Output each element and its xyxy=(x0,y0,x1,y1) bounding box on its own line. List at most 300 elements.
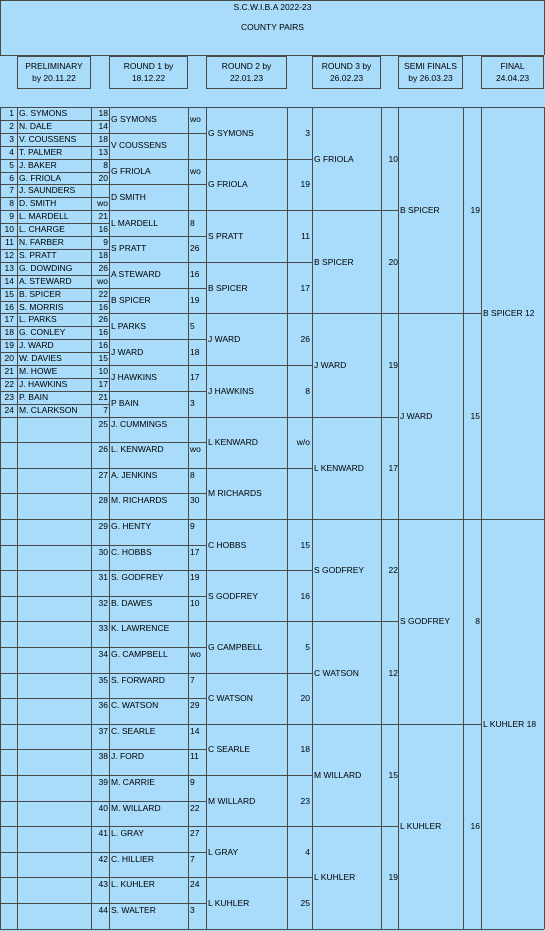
round1-score: 3 xyxy=(190,398,195,409)
prelim-score: 17 xyxy=(98,378,108,389)
round1-score: 11 xyxy=(190,751,199,762)
round1-name: L. KUHLER xyxy=(111,879,155,890)
grid-line-horizontal xyxy=(206,365,312,366)
round2-score: 11 xyxy=(301,231,310,241)
round1-name: D SMITH xyxy=(111,191,146,202)
round1-score: 19 xyxy=(190,295,200,306)
semi-score: 19 xyxy=(470,205,480,216)
grid-line-horizontal xyxy=(17,673,91,674)
round1-name: G. HENTY xyxy=(111,521,152,531)
round3-name: L KUHLER xyxy=(314,872,356,883)
prelim-name: J. WARD xyxy=(19,340,54,351)
grid-line-horizontal xyxy=(17,621,91,622)
grid-line-horizontal xyxy=(17,877,91,878)
prelim-name: G. CONLEY xyxy=(19,327,66,338)
grid-line-horizontal xyxy=(0,698,17,699)
grid-line-horizontal xyxy=(109,391,206,392)
prelim-seed: 6 xyxy=(9,172,14,183)
round1-seed: 44 xyxy=(98,905,108,915)
round1-score: 26 xyxy=(190,243,200,254)
grid-line-horizontal xyxy=(109,339,206,340)
round1-score: wo xyxy=(190,166,201,177)
round1-name: C. SEARLE xyxy=(111,725,156,736)
round1-name: M. CARRIE xyxy=(111,777,155,787)
round3-score: 20 xyxy=(388,256,398,267)
prelim-seed: 21 xyxy=(4,366,14,376)
grid-line-horizontal xyxy=(398,929,481,930)
round1-seed: 26 xyxy=(98,444,108,455)
grid-line-horizontal xyxy=(109,159,206,160)
grid-line-horizontal xyxy=(0,647,17,648)
prelim-name: J. BAKER xyxy=(19,159,57,170)
prelim-name: J. HAWKINS xyxy=(19,378,68,389)
prelim-seed: 16 xyxy=(4,301,14,312)
prelim-score: 9 xyxy=(103,237,108,247)
prelim-score: 16 xyxy=(98,340,108,351)
round1-name: J. CUMMINGS xyxy=(111,418,168,429)
prelim-name: V. COUSSENS xyxy=(19,133,77,144)
grid-line-vertical xyxy=(481,107,482,929)
header-round2-line1: ROUND 2 by xyxy=(221,61,272,71)
grid-line-horizontal xyxy=(206,673,312,674)
round2-name: L KUHLER xyxy=(208,898,250,908)
grid-line-horizontal xyxy=(0,596,17,597)
grid-line-horizontal xyxy=(312,417,398,418)
prelim-seed: 19 xyxy=(4,340,14,351)
header-preliminary xyxy=(17,56,91,89)
prelim-name: A. STEWARD xyxy=(19,275,72,286)
round1-seed: 36 xyxy=(98,700,108,711)
grid-line-horizontal xyxy=(0,468,17,469)
round1-seed: 27 xyxy=(98,469,108,480)
round1-seed: 35 xyxy=(98,674,108,685)
semi-score: 15 xyxy=(470,411,480,422)
grid-line-vertical xyxy=(0,0,1,55)
round1-name: G. CAMPBELL xyxy=(111,649,168,659)
grid-line-horizontal xyxy=(109,288,206,289)
round3-score: 17 xyxy=(388,462,398,473)
header-semifinals-line1: SEMI FINALS xyxy=(404,61,457,71)
grid-line-horizontal xyxy=(0,801,17,802)
prelim-name: G. FRIOLA xyxy=(19,172,62,183)
round2-name: G SYMONS xyxy=(208,127,254,138)
grid-line-vertical xyxy=(188,107,189,929)
grid-line-horizontal xyxy=(206,826,312,827)
header-final-line2: 24.04.23 xyxy=(495,73,530,83)
grid-line-horizontal xyxy=(17,775,91,776)
grid-line-horizontal xyxy=(206,313,312,314)
round2-score: 4 xyxy=(305,846,310,857)
round1-name: A STEWARD xyxy=(111,269,161,280)
round1-seed: 39 xyxy=(98,777,108,787)
grid-line-horizontal xyxy=(398,724,481,725)
round2-name: C HOBBS xyxy=(208,539,247,550)
grid-line-horizontal xyxy=(109,365,206,366)
round2-name: C WATSON xyxy=(208,693,253,704)
prelim-name: N. DALE xyxy=(19,120,53,131)
grid-line-horizontal xyxy=(17,570,91,571)
round1-score: 29 xyxy=(190,700,200,711)
grid-line-horizontal xyxy=(312,621,398,622)
grid-line-horizontal xyxy=(206,929,312,930)
grid-line-horizontal xyxy=(109,133,206,134)
prelim-seed: 10 xyxy=(4,224,14,235)
round1-score: 9 xyxy=(190,521,195,531)
round2-name: L KENWARD xyxy=(208,437,258,448)
prelim-seed: 14 xyxy=(4,275,14,286)
prelim-score: 7 xyxy=(103,404,108,415)
round1-seed: 29 xyxy=(98,521,108,531)
semi-score: 16 xyxy=(470,821,480,832)
round3-score: 12 xyxy=(388,667,398,678)
round1-name: M. RICHARDS xyxy=(111,495,168,506)
round3-name: M WILLARD xyxy=(314,770,362,780)
header-round1-line1: ROUND 1 by xyxy=(123,61,174,71)
semi-name: S GODFREY xyxy=(400,616,451,627)
round2-name: G FRIOLA xyxy=(208,179,248,190)
round3-name: J WARD xyxy=(314,360,347,370)
grid-line-horizontal xyxy=(17,698,91,699)
grid-line-horizontal xyxy=(0,673,17,674)
grid-line-vertical xyxy=(206,107,207,929)
round1-seed: 43 xyxy=(98,879,108,890)
grid-line-horizontal xyxy=(17,468,91,469)
round1-score: 7 xyxy=(190,674,195,685)
round1-name: S PRATT xyxy=(111,243,147,254)
grid-line-horizontal xyxy=(0,493,17,494)
prelim-seed: 7 xyxy=(9,185,14,196)
round1-name: J WARD xyxy=(111,346,144,357)
round1-name: G FRIOLA xyxy=(111,166,151,177)
round1-name: J HAWKINS xyxy=(111,372,157,383)
round1-score: 17 xyxy=(190,372,200,383)
round1-name: C. WATSON xyxy=(111,700,159,711)
round1-name: L MARDELL xyxy=(111,217,158,228)
round2-score: 19 xyxy=(300,179,310,190)
prelim-seed: 9 xyxy=(9,211,14,222)
round1-score: 27 xyxy=(190,828,200,839)
grid-line-horizontal xyxy=(91,929,206,930)
header-round1-line2: 18.12.22 xyxy=(131,73,166,83)
prelim-score: 8 xyxy=(103,159,108,170)
prelim-seed: 5 xyxy=(9,159,14,170)
grid-line-horizontal xyxy=(0,929,17,930)
prelim-score: 16 xyxy=(98,327,108,338)
prelim-name: L. MARDELL xyxy=(19,211,69,222)
round1-name: P BAIN xyxy=(111,398,139,409)
round1-score: 16 xyxy=(190,269,200,280)
round3-score: 19 xyxy=(388,872,398,883)
grid-line-horizontal xyxy=(17,903,91,904)
prelim-score: wo xyxy=(97,275,108,286)
grid-line-horizontal xyxy=(17,801,91,802)
round1-score: wo xyxy=(190,649,201,659)
round2-name: J WARD xyxy=(208,334,241,345)
prelim-seed: 13 xyxy=(4,262,14,273)
round2-score: 18 xyxy=(300,744,310,755)
grid-line-horizontal xyxy=(0,442,17,443)
round1-name: S. FORWARD xyxy=(111,674,165,685)
grid-line-horizontal xyxy=(398,313,481,314)
round1-score: 8 xyxy=(190,217,195,228)
round2-score: 8 xyxy=(305,385,310,396)
round2-score: 25 xyxy=(300,898,310,908)
prelim-seed: 3 xyxy=(9,133,14,144)
header-round1 xyxy=(109,56,188,89)
grid-line-horizontal xyxy=(109,184,206,185)
grid-line-horizontal xyxy=(0,55,544,56)
round1-score: 8 xyxy=(190,469,195,480)
grid-line-horizontal xyxy=(312,313,398,314)
grid-line-horizontal xyxy=(17,442,91,443)
round3-name: S GODFREY xyxy=(314,565,365,576)
round1-seed: 41 xyxy=(98,828,108,839)
prelim-name: B. SPICER xyxy=(19,288,62,299)
prelim-score: 22 xyxy=(98,288,108,299)
grid-line-horizontal xyxy=(17,852,91,853)
round2-name: B SPICER xyxy=(208,282,248,293)
round1-seed: 28 xyxy=(98,495,108,506)
round1-name: J. FORD xyxy=(111,751,145,762)
header-final-line1: FINAL xyxy=(500,61,525,71)
round1-name: C. HILLIER xyxy=(111,853,154,864)
grid-line-horizontal xyxy=(109,210,206,211)
prelim-name: D. SMITH xyxy=(19,198,57,209)
grid-line-horizontal xyxy=(206,468,312,469)
grid-line-vertical xyxy=(381,107,382,929)
round2-score: 15 xyxy=(300,539,310,550)
round2-score: 23 xyxy=(300,795,310,806)
grid-line-horizontal xyxy=(206,775,312,776)
grid-line-horizontal xyxy=(206,417,312,418)
grid-line-horizontal xyxy=(0,775,17,776)
round3-name: C WATSON xyxy=(314,667,359,678)
prelim-score: 18 xyxy=(98,108,108,118)
grid-line-horizontal xyxy=(0,749,17,750)
round1-seed: 31 xyxy=(98,572,108,583)
round2-score: w/o xyxy=(296,437,310,448)
grid-line-horizontal xyxy=(0,545,17,546)
sheet-title: S.C.W.I.B.A 2022-23 xyxy=(233,2,312,12)
grid-line-horizontal xyxy=(312,929,398,930)
round1-name: A. JENKINS xyxy=(111,469,158,480)
round1-score: 9 xyxy=(190,777,195,787)
header-final xyxy=(481,56,544,89)
grid-line-horizontal xyxy=(206,621,312,622)
prelim-seed: 24 xyxy=(4,404,14,415)
prelim-name: L. CHARGE xyxy=(19,224,65,235)
grid-line-horizontal xyxy=(206,519,312,520)
prelim-score: 26 xyxy=(98,262,108,273)
round3-score: 19 xyxy=(388,360,398,370)
round1-name: B. DAWES xyxy=(111,597,153,608)
round1-name: M. WILLARD xyxy=(111,802,161,813)
grid-line-vertical xyxy=(398,107,399,929)
grid-line-horizontal xyxy=(0,903,17,904)
round3-name: L KENWARD xyxy=(314,462,364,473)
round2-name: S GODFREY xyxy=(208,590,259,601)
round2-score: 5 xyxy=(305,642,310,652)
round2-name: G CAMPBELL xyxy=(208,642,263,652)
header-preliminary-line2: by 20.11.22 xyxy=(32,73,76,83)
grid-line-vertical xyxy=(463,107,464,929)
grid-line-horizontal xyxy=(0,724,17,725)
prelim-name: N. FARBER xyxy=(19,237,64,247)
grid-line-horizontal xyxy=(312,210,398,211)
prelim-name: W. DAVIES xyxy=(19,353,62,364)
prelim-seed: 1 xyxy=(9,108,14,118)
grid-line-vertical xyxy=(17,107,18,929)
header-semifinals-line2: by 26.03.23 xyxy=(408,73,453,83)
round1-score: 10 xyxy=(190,597,200,608)
round2-name: J HAWKINS xyxy=(208,385,254,396)
prelim-name: S. PRATT xyxy=(19,249,57,260)
grid-line-horizontal xyxy=(206,724,312,725)
grid-line-horizontal xyxy=(206,159,312,160)
grid-line-horizontal xyxy=(17,826,91,827)
prelim-seed: 23 xyxy=(4,391,14,402)
round1-seed: 40 xyxy=(98,802,108,813)
grid-line-horizontal xyxy=(398,519,481,520)
grid-line-vertical xyxy=(109,107,110,929)
round1-seed: 30 xyxy=(98,546,108,557)
semi-score: 8 xyxy=(475,616,480,627)
grid-line-horizontal xyxy=(17,596,91,597)
round1-seed: 37 xyxy=(98,725,108,736)
prelim-score: 21 xyxy=(98,211,108,222)
round1-seed: 32 xyxy=(98,597,108,608)
prelim-score: 15 xyxy=(98,353,108,364)
prelim-name: M. CLARKSON xyxy=(19,404,78,415)
grid-line-horizontal xyxy=(312,724,398,725)
round3-score: 10 xyxy=(388,153,398,164)
round3-score: 22 xyxy=(388,565,398,576)
round1-name: G SYMONS xyxy=(111,114,157,125)
round1-score: 5 xyxy=(190,320,195,331)
round1-name: L PARKS xyxy=(111,320,146,331)
grid-line-horizontal xyxy=(206,877,312,878)
prelim-score: wo xyxy=(97,198,108,209)
grid-line-horizontal xyxy=(0,570,17,571)
round3-name: B SPICER xyxy=(314,256,354,267)
round1-name: V COUSSENS xyxy=(111,140,167,151)
header-semifinals xyxy=(398,56,463,89)
round2-score: 26 xyxy=(300,334,310,345)
grid-line-horizontal xyxy=(312,826,398,827)
prelim-name: T. PALMER xyxy=(19,146,63,157)
round1-score: 18 xyxy=(190,346,200,357)
round1-seed: 25 xyxy=(98,418,108,429)
prelim-score: 18 xyxy=(98,249,108,260)
header-round2-line2: 22.01.23 xyxy=(229,73,264,83)
prelim-name: L. PARKS xyxy=(19,314,57,325)
grid-line-horizontal xyxy=(312,519,398,520)
round1-score: 30 xyxy=(190,495,200,506)
round2-score: 17 xyxy=(300,282,310,293)
grid-line-horizontal xyxy=(0,877,17,878)
grid-line-horizontal xyxy=(17,929,91,930)
grid-line-horizontal xyxy=(17,749,91,750)
prelim-seed: 18 xyxy=(4,327,14,338)
header-round3 xyxy=(312,56,381,89)
grid-line-horizontal xyxy=(17,493,91,494)
grid-line-horizontal xyxy=(206,210,312,211)
round2-score: 20 xyxy=(300,693,310,704)
round2-name: L GRAY xyxy=(208,846,239,857)
grid-line-horizontal xyxy=(17,545,91,546)
final-entry: L KUHLER 18 xyxy=(483,718,537,729)
header-round2 xyxy=(206,56,287,89)
grid-line-horizontal xyxy=(206,262,312,263)
prelim-seed: 17 xyxy=(4,314,14,325)
prelim-seed: 11 xyxy=(5,237,14,247)
prelim-score: 16 xyxy=(98,224,108,235)
round2-name: M WILLARD xyxy=(208,795,256,806)
round1-score: 17 xyxy=(190,546,200,557)
prelim-seed: 8 xyxy=(9,198,14,209)
prelim-name: G. DOWDING xyxy=(19,262,73,273)
grid-line-vertical xyxy=(312,107,313,929)
prelim-score: 20 xyxy=(98,172,108,183)
grid-line-horizontal xyxy=(481,519,544,520)
round1-score: 19 xyxy=(190,572,200,583)
prelim-score: 21 xyxy=(98,391,108,402)
grid-line-horizontal xyxy=(0,0,544,1)
prelim-score: 16 xyxy=(98,301,108,312)
round1-score: 14 xyxy=(190,725,200,736)
round1-seed: 38 xyxy=(98,751,108,762)
prelim-score: 13 xyxy=(98,146,108,157)
grid-line-horizontal xyxy=(109,236,206,237)
prelim-name: M. HOWE xyxy=(19,366,58,376)
round1-seed: 34 xyxy=(98,649,108,659)
grid-line-horizontal xyxy=(0,519,17,520)
round1-score: wo xyxy=(190,444,201,455)
prelim-seed: 15 xyxy=(4,288,14,299)
round2-name: S PRATT xyxy=(208,231,244,241)
round1-score: 3 xyxy=(190,905,195,915)
round1-score: wo xyxy=(190,114,201,125)
sheet-subtitle: COUNTY PAIRS xyxy=(241,22,304,32)
grid-line-horizontal xyxy=(17,724,91,725)
round1-seed: 33 xyxy=(98,623,108,634)
grid-line-horizontal xyxy=(109,262,206,263)
round2-score: 3 xyxy=(305,127,310,138)
header-round3-line1: ROUND 3 by xyxy=(321,61,372,71)
semi-name: L KUHLER xyxy=(400,821,442,832)
round1-name: L. GRAY xyxy=(111,828,144,839)
grid-line-horizontal xyxy=(0,621,17,622)
round1-seed: 42 xyxy=(98,853,108,864)
round1-score: 7 xyxy=(190,853,195,864)
round2-score: 16 xyxy=(300,590,310,601)
grid-line-horizontal xyxy=(0,852,17,853)
prelim-seed: 2 xyxy=(9,120,14,131)
round1-score: 24 xyxy=(190,879,200,890)
semi-name: B SPICER xyxy=(400,205,440,216)
prelim-name: P. BAIN xyxy=(19,391,49,402)
grid-line-horizontal xyxy=(0,826,17,827)
round1-name: L. KENWARD xyxy=(111,444,164,455)
grid-line-horizontal xyxy=(17,519,91,520)
semi-name: J WARD xyxy=(400,411,433,422)
grid-line-horizontal xyxy=(17,647,91,648)
round1-name: S. GODFREY xyxy=(111,572,164,583)
round3-score: 15 xyxy=(388,770,398,780)
round2-name: C SEARLE xyxy=(208,744,251,755)
round1-name: K. LAWRENCE xyxy=(111,623,170,634)
header-preliminary-line1: PRELIMINARY xyxy=(25,61,83,71)
